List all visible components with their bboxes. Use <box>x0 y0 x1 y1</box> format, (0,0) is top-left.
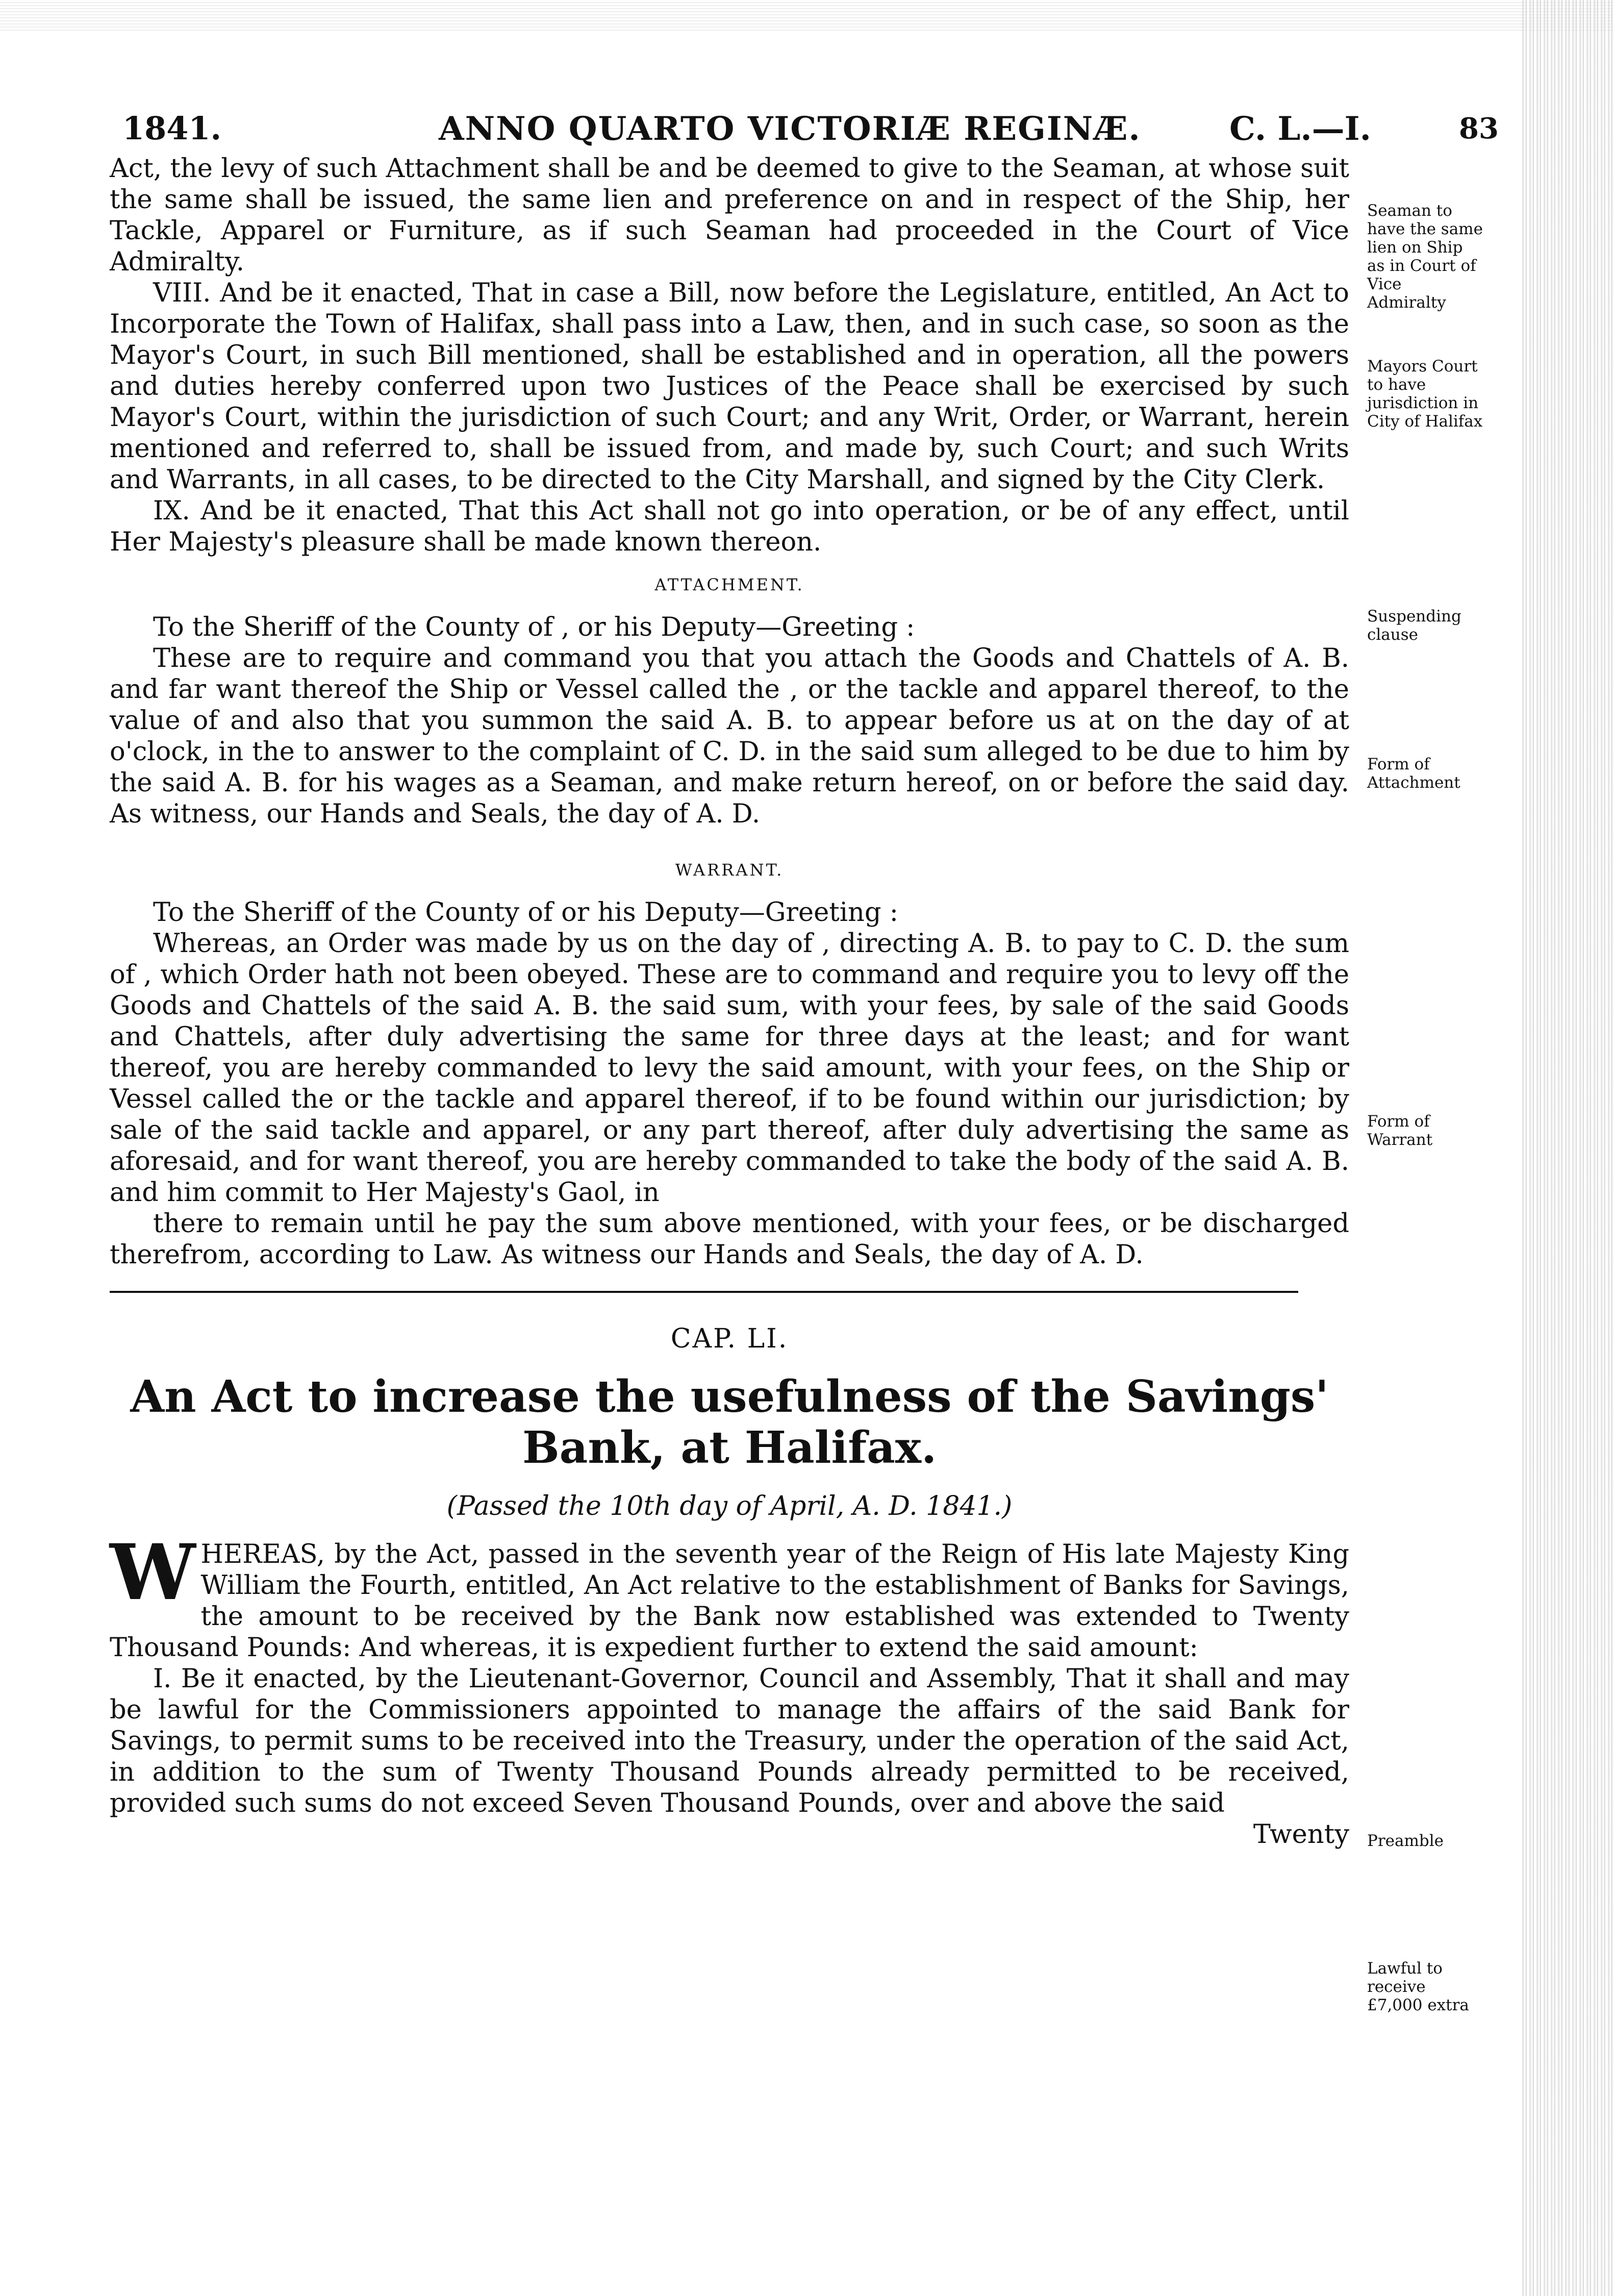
margin-note-warrant: Form of Warrant <box>1367 1112 1433 1149</box>
margin-note-lawful: Lawful to receive £7,000 extra <box>1367 1959 1469 2014</box>
paragraph-continuation: Act, the levy of such Attachment shall be and be deemed to give to the Seaman, at whose suit the same shall be issued, the same lien and preference on and in respect of the Ship, her Tackle, Apparel or Furniture, as if such Seaman had proceeded in the Court of Vice Admiralty. <box>110 154 1349 277</box>
warrant-heading: WARRANT. <box>675 860 784 880</box>
warrant-body: Whereas, an Order was made by us on the day of , directing A. B. to pay to C. D. the sum of , which Order hath not been obeyed. These are to command and require you to levy off the Goods and Chattels of the said A. B. the said sum, with your fees, by sale of the said Goods and Chattels, after duly advertising the same for three days at the least; and for want thereof, you are hereby commanded to levy the said amount, with your fees, on the Ship or Vessel called the or the tackle and apparel thereof, if to be found within our jurisdiction; by sale of the said tackle and apparel, or any part thereof, after duly advertising the same as aforesaid, and for want thereof, you are hereby commanded to take the body of the said A. B. and him commit to Her Majesty's Gaol, in <box>110 929 1349 1208</box>
margin-note-seaman-lien: Seaman to have the same lien on Ship as in Court of Vice Admiralty <box>1367 202 1483 312</box>
preamble-paragraph <box>110 1528 1349 1663</box>
section-viii: VIII. And be it enacted, That in case a Bill, now before the Legislature, entitled, An Act to Incorporate the Town of Halifax, shall pass into a Law, then, and in such case, so soon as the Mayor's Court, in such Bill mentioned, shall be established and in operation, all the powers and duties hereby conferred upon two Justices of the Peace shall be exercised by such Mayor's Court, within the jurisdiction of such Court; and any Writ, Order, or Warrant, herein mentioned and referred to, shall be issued from, and made by, such Court; and such Writs and Warrants, in all cases, to be directed to the City Marshall, and signed by the City Clerk. <box>110 278 1349 495</box>
header-year: 1841. <box>122 110 222 147</box>
header-title: ANNO QUARTO VICTORIÆ REGINÆ. <box>439 110 1141 148</box>
attachment-heading: ATTACHMENT. <box>654 575 804 594</box>
scan-top-edge <box>0 0 1614 31</box>
catchword: Twenty <box>1253 1819 1349 1850</box>
preamble-text: HEREAS, by the Act, passed in the seventh year of the Reign of His late Majesty King William the Fourth, entitled, An Act relative to the establishment of Banks for Savings, the amount to be received by the Bank now established was extended to Twenty Thousand Pounds: And whereas, it is expedient further to extend the said amount: <box>110 1539 1349 1663</box>
margin-note-mayors-court: Mayors Court to have jurisdiction in City of Halifax <box>1367 357 1483 431</box>
warrant-closing: there to remain until he pay the sum above mentioned, with your fees, or be discharged therefrom, according to Law. As witness our Hands and Seals, the day of A. D. <box>110 1209 1349 1270</box>
margin-note-attachment: Form of Attachment <box>1367 755 1460 792</box>
passed-date: (Passed the 10th day of April, A. D. 1841.) <box>446 1491 1013 1521</box>
margin-note-preamble: Preamble <box>1367 1832 1444 1850</box>
act-title: An Act to increase the usefulness of the Savings' Bank, at Halifax. <box>130 1371 1329 1474</box>
attachment-greeting: To the Sheriff of the County of , or his Deputy—Greeting : <box>153 612 915 642</box>
scan-right-edge <box>1522 0 1614 2296</box>
page-number: 83 <box>1459 112 1499 145</box>
margin-note-suspending: Suspending clause <box>1367 607 1461 644</box>
header-chapter: C. L.—I. <box>1229 110 1371 148</box>
attachment-body: These are to require and command you that you attach the Goods and Chattels of A. B. and far want thereof the Ship or Vessel called the , or the tackle and apparel thereof, to the value of and also that you summon the said A. B. to appear before us at on the day of at o'clock, in the to answer to the complaint of C. D. in the said sum alleged to be due to him by the said A. B. for his wages as a Seaman, and make return hereof, on or before the said day. As witness, our Hands and Seals, the day of A. D. <box>110 643 1349 829</box>
section-i: I. Be it enacted, by the Lieutenant-Governor, Council and Assembly, That it shall and may be lawful for the Commissioners appointed to manage the affairs of the said Bank for Savings, to permit sums to be received into the Treasury, under the operation of the said Act, in addition to the sum of Twenty Thousand Pounds already permitted to be received, provided such sums do not exceed Seven Thousand Pounds, over and above the said <box>110 1664 1349 1818</box>
cap-label: CAP. LI. <box>670 1324 789 1354</box>
main-text <box>110 153 1349 1850</box>
section-ix: IX. And be it enacted, That this Act shall not go into operation, or be of any effect, until Her Majesty's pleasure shall be made known thereon. <box>110 496 1349 557</box>
drop-cap-letter: W <box>110 1528 196 1617</box>
warrant-greeting: To the Sheriff of the County of or his Deputy—Greeting : <box>153 897 898 928</box>
